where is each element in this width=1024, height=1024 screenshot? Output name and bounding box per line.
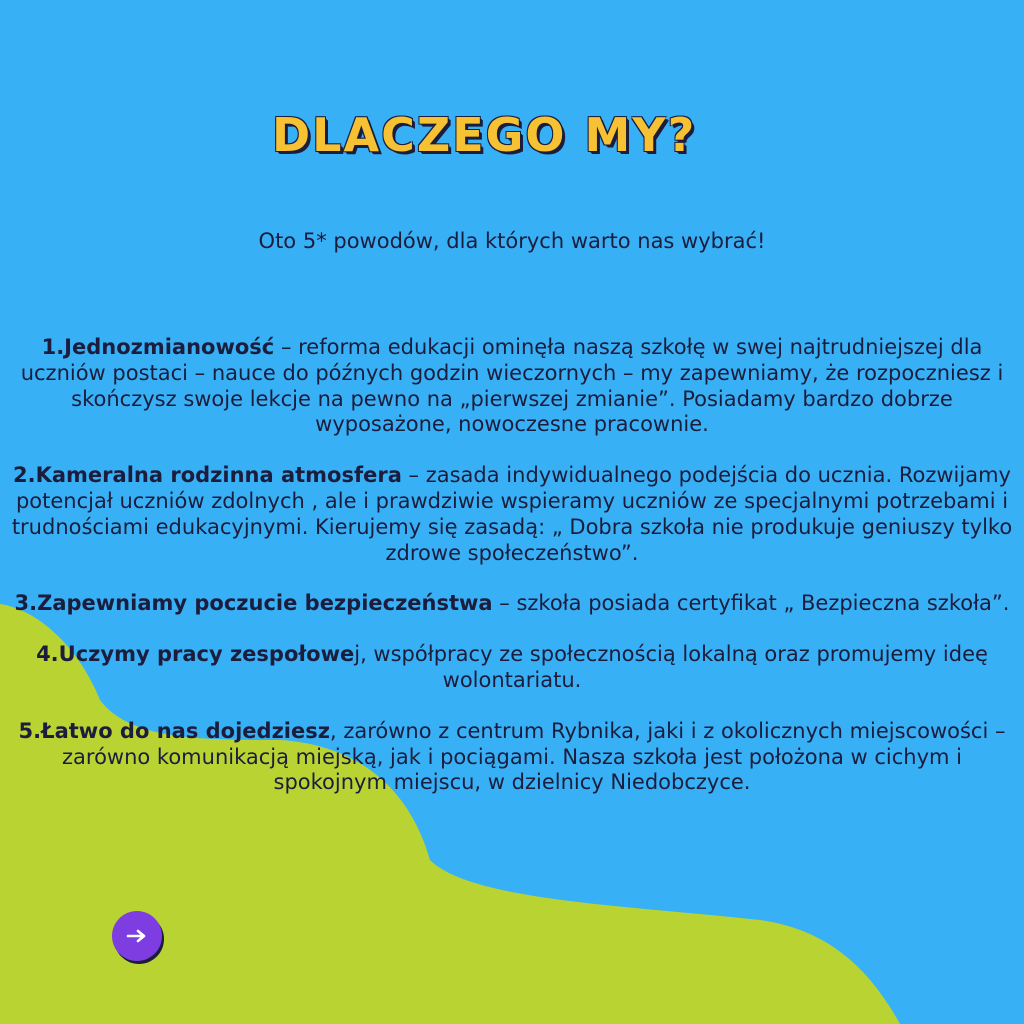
reason-heading: 4.Uczymy pracy zespołowe	[36, 642, 355, 667]
reason-text: – szkoła posiada certyfikat „ Bezpieczna szkoła”.	[492, 591, 1010, 616]
reason-text: – zasada indywidualnego podejścia do ucznia. Rozwijamy potencjał uczniów zdolnych , ale i prawdziwie wspieramy uczniów ze specjalnymi potrzebami i trudnościami edukacyjnymi. Kierujemy się zasadą: „ Dobra szkoła nie produkuje geniuszy tylko zdrowe społeczeństwo”.	[11, 463, 1013, 565]
reasons-list	[6, 335, 1018, 821]
reason-heading: 1.Jednozmianowość	[41, 335, 275, 359]
reason-heading: 2.Kameralna rodzinna atmosfera	[13, 463, 402, 488]
page-title: DLACZEGO MY?	[272, 108, 697, 162]
reason-text: j, współpracy ze społecznością lokalną oraz promujemy ideę wolontariatu.	[354, 642, 988, 692]
reason-item	[6, 335, 1018, 438]
reason-item	[6, 463, 1018, 566]
reason-heading: 5.Łatwo do nas dojedziesz	[18, 718, 330, 743]
reason-text: , zarówno z centrum Rybnika, jaki i z okolicznych miejscowości – zarówno komunikacją miejską, jak i pociągami. Nasza szkoła jest położona w cichym i spokojnym miejscu, w dzielnicy Niedobczyce.	[62, 718, 1006, 795]
reason-item	[6, 642, 1018, 694]
reason-heading: 3.Zapewniamy poczucie bezpieczeństwa	[14, 591, 493, 616]
reason-text: – reforma edukacji ominęła naszą szkołę w swej najtrudniejszej dla uczniów postaci – nauce do późnych godzin wieczornych – my zapewniamy, że rozpoczniesz i skończysz swoje lekcje na pewno na „pierwszej zmianie”. Posiadamy bardzo dobrze wyposażone, nowoczesne pracownie.	[20, 335, 1004, 437]
reason-item	[6, 591, 1018, 617]
next-button[interactable]	[112, 911, 162, 961]
arrow-right-icon	[126, 929, 148, 943]
reason-item	[6, 719, 1018, 796]
subtitle: Oto 5* powodów, dla których warto nas wybrać!	[258, 229, 766, 253]
